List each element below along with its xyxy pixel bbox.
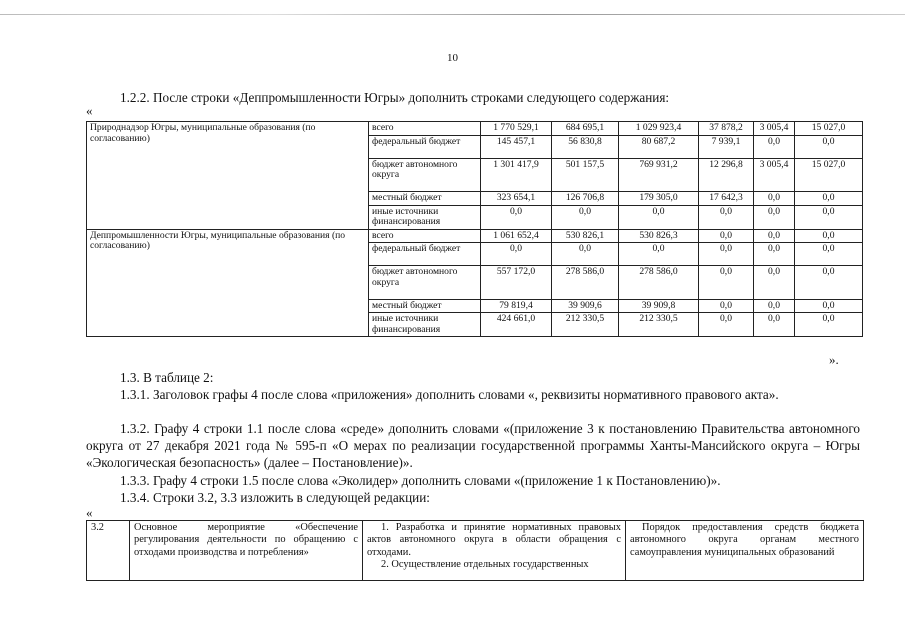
amount-cell: 7 939,1 (699, 135, 754, 158)
open-quote-1: « (86, 103, 93, 118)
amount-cell: 0,0 (699, 243, 754, 266)
amount-cell: 0,0 (795, 313, 863, 337)
amount-cell: 212 330,5 (552, 313, 619, 337)
table-row (87, 122, 863, 136)
amount-cell: 0,0 (552, 205, 619, 229)
amount-cell: 0,0 (754, 135, 795, 158)
funding-source-cell: всего (369, 229, 481, 243)
amount-cell: 424 661,0 (481, 313, 552, 337)
amount-cell: 12 296,8 (699, 158, 754, 192)
amount-cell: 0,0 (552, 243, 619, 266)
executor-cell: Природнадзор Югры, муниципальные образования (по согласованию) (87, 122, 369, 230)
amount-cell: 557 172,0 (481, 266, 552, 300)
amount-cell: 3 005,4 (754, 158, 795, 192)
paragraph-1-2-2: 1.2.2. После строки «Деппромышленности Югры» дополнить строками следующего содержания: (120, 90, 670, 105)
amount-cell: 0,0 (699, 299, 754, 313)
open-quote-2: « (86, 505, 93, 520)
table-row (87, 229, 863, 243)
amount-cell: 1 061 652,4 (481, 229, 552, 243)
scan-edge-line (0, 14, 905, 15)
executor-cell: Деппромышленности Югры, муниципальные образования (по согласованию) (87, 229, 369, 337)
amount-cell: 1 770 529,1 (481, 122, 552, 136)
amount-cell: 0,0 (754, 313, 795, 337)
amount-cell: 79 819,4 (481, 299, 552, 313)
amount-cell: 0,0 (619, 205, 699, 229)
funding-source-cell: бюджет автономного округа (369, 266, 481, 300)
paragraph-1-3-3: 1.3.3. Графу 4 строки 1.5 после слова «Эколидер» дополнить словами «(приложение 1 к Постановлению)». (120, 473, 721, 488)
funding-source-cell: всего (369, 122, 481, 136)
paragraph-1-3-2: 1.3.2. Графу 4 строки 1.1 после слова «среде» дополнить словами «(приложение 3 к постановлению Правительства автономного округа от 27 декабря 2021 года № 595-п «О мерах по реализации государственной программы Ханты-Мансийского округа – Югры «Экологическая безопасность» (далее – Постановление)». (86, 421, 860, 470)
amount-cell: 0,0 (754, 192, 795, 206)
row-number: 3.2 (87, 521, 130, 581)
amount-cell: 39 909,6 (552, 299, 619, 313)
amount-cell: 0,0 (619, 243, 699, 266)
amount-cell: 17 642,3 (699, 192, 754, 206)
amount-cell: 0,0 (754, 205, 795, 229)
amount-cell: 212 330,5 (619, 313, 699, 337)
amount-cell: 1 029 923,4 (619, 122, 699, 136)
amount-cell: 0,0 (795, 299, 863, 313)
amount-cell: 37 878,2 (699, 122, 754, 136)
amount-cell: 15 027,0 (795, 158, 863, 192)
amount-cell: 530 826,3 (619, 229, 699, 243)
amount-cell: 80 687,2 (619, 135, 699, 158)
amount-cell: 126 706,8 (552, 192, 619, 206)
funding-source-cell: иные источники финансирования (369, 205, 481, 229)
amount-cell: 56 830,8 (552, 135, 619, 158)
amount-cell: 530 826,1 (552, 229, 619, 243)
close-quote: ». (829, 352, 839, 367)
amount-cell: 323 654,1 (481, 192, 552, 206)
direction-item: 1. Разработка и принятие нормативных правовых актов автономного округа в области обращения с отходами. (367, 522, 621, 558)
amount-cell: 0,0 (699, 205, 754, 229)
table-row (87, 521, 864, 581)
direction-item: 2. Осуществление отдельных государственных (381, 558, 589, 570)
funding-source-cell: федеральный бюджет (369, 135, 481, 158)
amount-cell: 0,0 (795, 266, 863, 300)
amount-cell: 0,0 (795, 243, 863, 266)
procedure-text: Порядок предоставления средств бюджета автономного округа органам местного самоуправления муниципальных образований (626, 521, 864, 581)
amount-cell: 0,0 (754, 229, 795, 243)
amount-cell: 0,0 (699, 266, 754, 300)
amount-cell: 39 909,8 (619, 299, 699, 313)
paragraph-1-3-1: 1.3.1. Заголовок графы 4 после слова «приложения» дополнить словами «, реквизиты нормативного правового акта». (120, 387, 779, 402)
paragraph-1-3-4: 1.3.4. Строки 3.2, 3.3 изложить в следующей редакции: (120, 490, 430, 505)
amount-cell: 1 301 417,9 (481, 158, 552, 192)
amount-cell: 0,0 (754, 243, 795, 266)
financing-table (86, 121, 863, 337)
amount-cell: 0,0 (699, 313, 754, 337)
amount-cell: 3 005,4 (754, 122, 795, 136)
amount-cell: 0,0 (795, 205, 863, 229)
amount-cell: 0,0 (481, 243, 552, 266)
amount-cell: 0,0 (754, 266, 795, 300)
funding-source-cell: местный бюджет (369, 192, 481, 206)
funding-source-cell: местный бюджет (369, 299, 481, 313)
funding-source-cell: иные источники финансирования (369, 313, 481, 337)
amount-cell: 278 586,0 (552, 266, 619, 300)
amount-cell: 0,0 (795, 229, 863, 243)
amount-cell: 0,0 (481, 205, 552, 229)
funding-source-cell: федеральный бюджет (369, 243, 481, 266)
amount-cell: 15 027,0 (795, 122, 863, 136)
funding-source-cell: бюджет автономного округа (369, 158, 481, 192)
amount-cell: 179 305,0 (619, 192, 699, 206)
amount-cell: 501 157,5 (552, 158, 619, 192)
event-name: Основное мероприятие «Обеспечение регулирования деятельности по обращению с отходами производства и потребления» (130, 521, 363, 581)
page-number: 10 (447, 52, 458, 64)
amount-cell: 0,0 (754, 299, 795, 313)
paragraph-1-3: 1.3. В таблице 2: (120, 370, 214, 385)
amount-cell: 684 695,1 (552, 122, 619, 136)
event-directions (363, 521, 626, 581)
amount-cell: 0,0 (699, 229, 754, 243)
amount-cell: 0,0 (795, 135, 863, 158)
amount-cell: 278 586,0 (619, 266, 699, 300)
measures-table (86, 520, 864, 581)
amount-cell: 145 457,1 (481, 135, 552, 158)
amount-cell: 769 931,2 (619, 158, 699, 192)
amount-cell: 0,0 (795, 192, 863, 206)
